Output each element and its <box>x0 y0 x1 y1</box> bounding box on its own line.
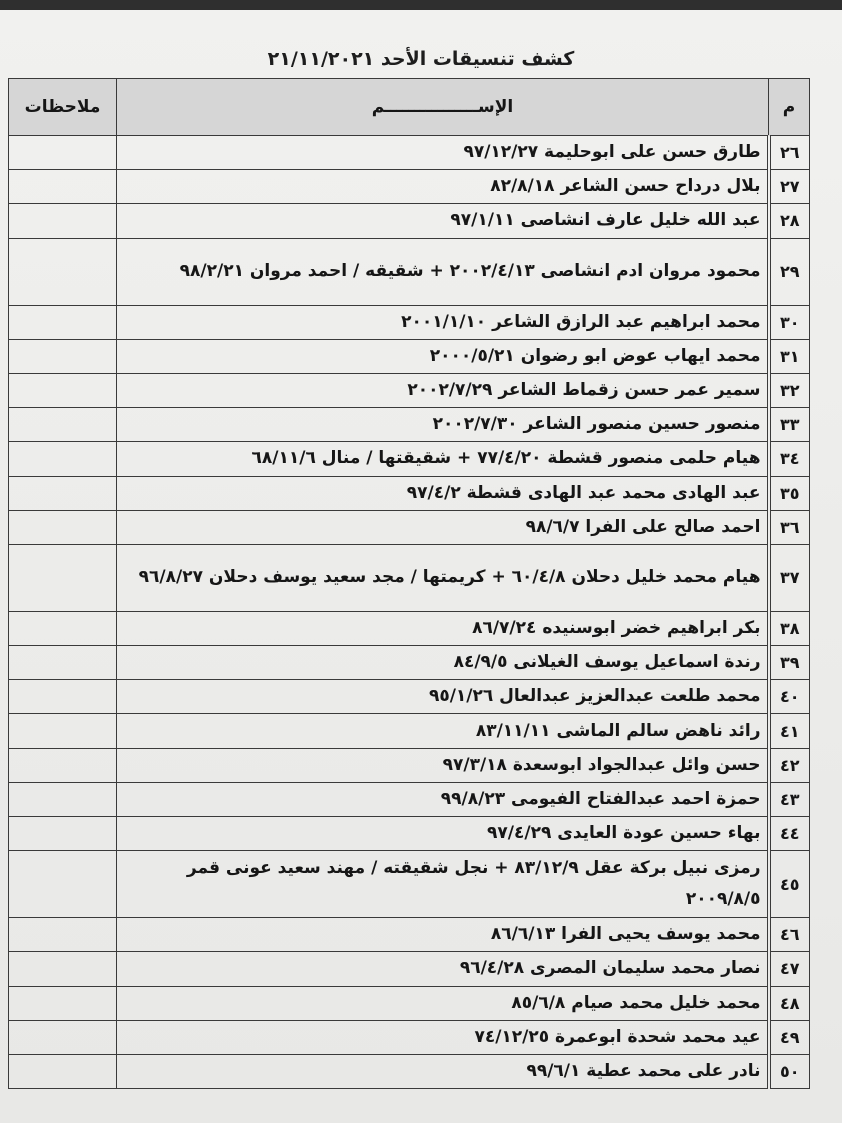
row-notes <box>9 305 117 339</box>
table-row <box>9 817 810 851</box>
row-notes <box>9 851 117 918</box>
row-notes <box>9 476 117 510</box>
row-name: سمير عمر حسن زقماط الشاعر ٢٠٠٢/٧/٢٩ <box>117 373 769 407</box>
row-notes <box>9 817 117 851</box>
table-row <box>9 918 810 952</box>
row-name: هيام محمد خليل دحلان ٦٠/٤/٨ + كريمتها / مجد سعيد يوسف دحلان ٩٦/٨/٢٧ <box>117 544 769 611</box>
row-notes <box>9 782 117 816</box>
table-row <box>9 238 810 305</box>
row-name: عيد محمد شحدة ابوعمرة ٧٤/١٢/٢٥ <box>117 1020 769 1054</box>
table-row <box>9 408 810 442</box>
row-notes <box>9 646 117 680</box>
row-notes <box>9 339 117 373</box>
row-name: نصار محمد سليمان المصرى ٩٦/٤/٢٨ <box>117 952 769 986</box>
table-row <box>9 204 810 238</box>
table-row <box>9 305 810 339</box>
row-num: ٣١ <box>769 339 810 373</box>
table-row <box>9 986 810 1020</box>
row-name: هيام حلمى منصور قشطة ٧٧/٤/٢٠ + شقيقتها / منال ٦٨/١١/٦ <box>117 442 769 476</box>
row-num: ٤٦ <box>769 918 810 952</box>
table-row <box>9 476 810 510</box>
table-row <box>9 611 810 645</box>
row-num: ٣٠ <box>769 305 810 339</box>
table-row <box>9 1020 810 1054</box>
row-notes <box>9 748 117 782</box>
table-row <box>9 510 810 544</box>
row-num: ٤٩ <box>769 1020 810 1054</box>
row-name: محمد خليل محمد صيام ٨٥/٦/٨ <box>117 986 769 1020</box>
names-table <box>8 78 810 1089</box>
table-row <box>9 136 810 170</box>
row-notes <box>9 442 117 476</box>
row-name: محمد طلعت عبدالعزيز عبدالعال ٩٥/١/٢٦ <box>117 680 769 714</box>
row-notes <box>9 611 117 645</box>
table-row <box>9 952 810 986</box>
header-row <box>9 79 810 136</box>
table-row <box>9 373 810 407</box>
row-notes <box>9 1054 117 1088</box>
row-name: حمزة احمد عبدالفتاح الفيومى ٩٩/٨/٢٣ <box>117 782 769 816</box>
row-notes <box>9 136 117 170</box>
row-name: بلال درداح حسن الشاعر ٨٢/٨/١٨ <box>117 170 769 204</box>
table-row <box>9 714 810 748</box>
row-name: عبد الله خليل عارف انشاصى ٩٧/١/١١ <box>117 204 769 238</box>
table-row <box>9 544 810 611</box>
row-num: ٣٤ <box>769 442 810 476</box>
row-num: ٢٨ <box>769 204 810 238</box>
header-notes: ملاحظات <box>9 79 117 136</box>
row-num: ٤٤ <box>769 817 810 851</box>
row-name: محمد يوسف يحيى الفرا ٨٦/٦/١٣ <box>117 918 769 952</box>
row-num: ٤٣ <box>769 782 810 816</box>
document-page <box>0 10 842 1123</box>
table-row <box>9 680 810 714</box>
row-name: منصور حسين منصور الشاعر ٢٠٠٢/٧/٣٠ <box>117 408 769 442</box>
row-notes <box>9 238 117 305</box>
row-notes <box>9 1020 117 1054</box>
row-name: رائد ناهض سالم الماشى ٨٣/١١/١١ <box>117 714 769 748</box>
row-num: ٣٥ <box>769 476 810 510</box>
table-row <box>9 170 810 204</box>
table-row <box>9 442 810 476</box>
row-num: ٣٣ <box>769 408 810 442</box>
row-num: ٤١ <box>769 714 810 748</box>
row-num: ٤٧ <box>769 952 810 986</box>
row-name: طارق حسن على ابوحليمة ٩٧/١٢/٢٧ <box>117 136 769 170</box>
row-name: بكر ابراهيم خضر ابوسنيده ٨٦/٧/٢٤ <box>117 611 769 645</box>
row-notes <box>9 714 117 748</box>
row-num: ٣٧ <box>769 544 810 611</box>
row-num: ٤٢ <box>769 748 810 782</box>
row-num: ٣٢ <box>769 373 810 407</box>
row-notes <box>9 918 117 952</box>
row-notes <box>9 986 117 1020</box>
row-notes <box>9 170 117 204</box>
row-name: محمد ابراهيم عبد الرازق الشاعر ٢٠٠١/١/١٠ <box>117 305 769 339</box>
row-num: ٢٩ <box>769 238 810 305</box>
row-name: احمد صالح على الفرا ٩٨/٦/٧ <box>117 510 769 544</box>
row-name: عبد الهادى محمد عبد الهادى قشطة ٩٧/٤/٢ <box>117 476 769 510</box>
row-num: ٢٧ <box>769 170 810 204</box>
table-row <box>9 782 810 816</box>
row-name: رمزى نبيل بركة عقل ٨٣/١٢/٩ + نجل شقيقته / مهند سعيد عونى قمر ٢٠٠٩/٨/٥ <box>117 851 769 918</box>
row-num: ٣٩ <box>769 646 810 680</box>
row-notes <box>9 373 117 407</box>
row-notes <box>9 544 117 611</box>
row-name: محمد ايهاب عوض ابو رضوان ٢٠٠٠/٥/٢١ <box>117 339 769 373</box>
row-num: ٥٠ <box>769 1054 810 1088</box>
row-num: ٤٠ <box>769 680 810 714</box>
row-name: محمود مروان ادم انشاصى ٢٠٠٢/٤/١٣ + شقيقه / احمد مروان ٩٨/٢/٢١ <box>117 238 769 305</box>
row-notes <box>9 680 117 714</box>
table-row <box>9 748 810 782</box>
table-row <box>9 646 810 680</box>
row-notes <box>9 510 117 544</box>
row-name: حسن وائل عبدالجواد ابوسعدة ٩٧/٣/١٨ <box>117 748 769 782</box>
row-num: ٣٨ <box>769 611 810 645</box>
row-num: ٤٥ <box>769 851 810 918</box>
table-row <box>9 1054 810 1088</box>
row-notes <box>9 408 117 442</box>
page-title: كشف تنسيقات الأحد ٢١/١١/٢٠٢١ <box>267 48 575 70</box>
row-notes <box>9 952 117 986</box>
table-row <box>9 339 810 373</box>
row-name: نادر على محمد عطية ٩٩/٦/١ <box>117 1054 769 1088</box>
row-notes <box>9 204 117 238</box>
row-num: ٣٦ <box>769 510 810 544</box>
row-name: بهاء حسين عودة العايدى ٩٧/٤/٢٩ <box>117 817 769 851</box>
row-num: ٤٨ <box>769 986 810 1020</box>
row-name: رندة اسماعيل يوسف الغيلانى ٨٤/٩/٥ <box>117 646 769 680</box>
header-name: الإســــــــــــــــم <box>117 79 769 136</box>
table-row <box>9 851 810 918</box>
row-num: ٢٦ <box>769 136 810 170</box>
header-num: م <box>769 79 810 136</box>
